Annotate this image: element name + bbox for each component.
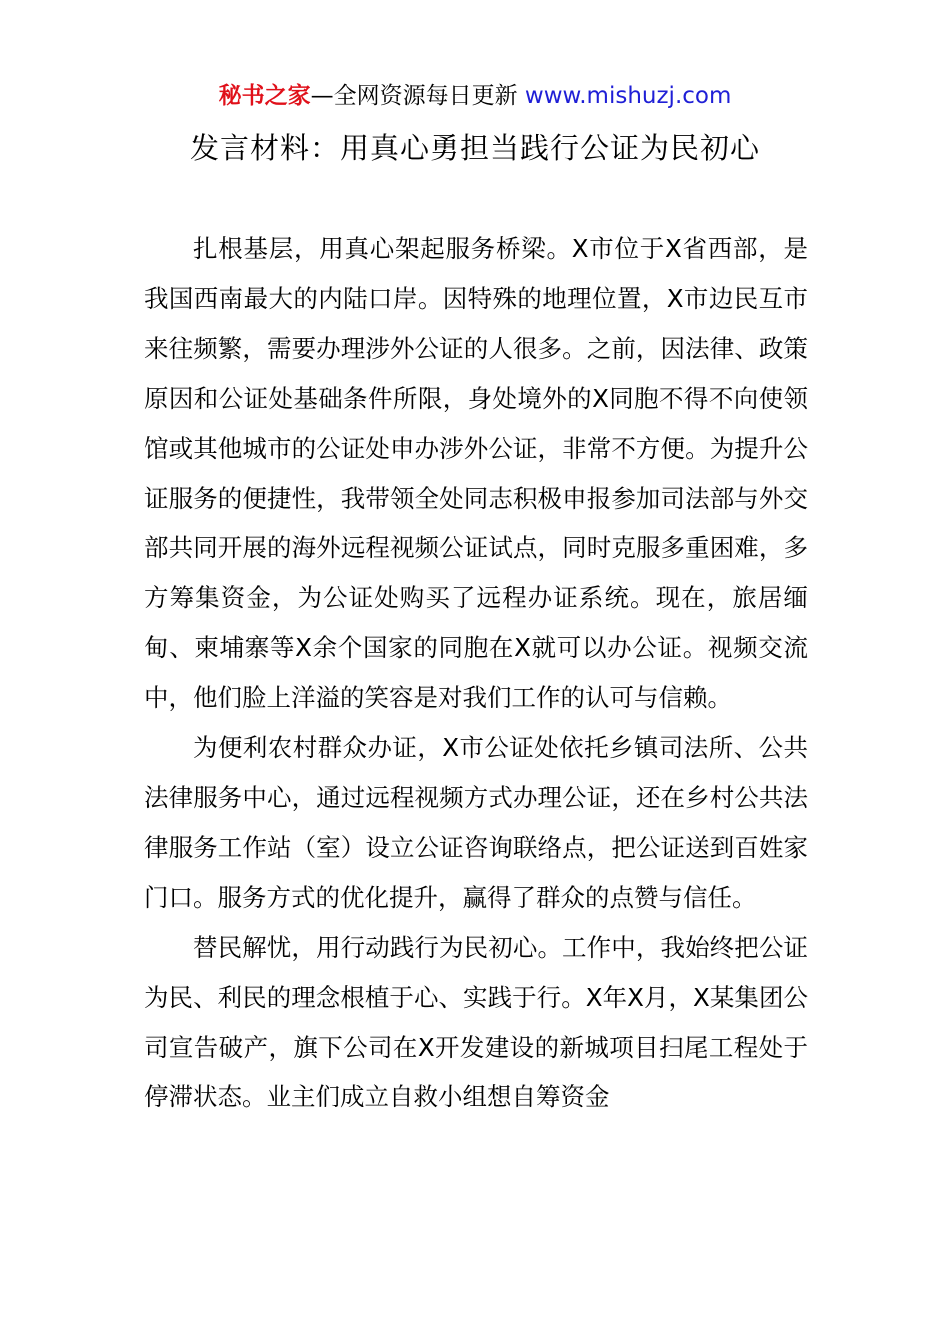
paragraph: 替民解忧，用行动践行为民初心。工作中，我始终把公证为民、利民的理念根植于心、实践于行。X年X月，X某集团公司宣告破产，旗下公司在X开发建设的新城项目扫尾工程处于停滞状态。业主们成立自救小组想自筹资金 (144, 932, 808, 1112)
site-slogan: —全网资源每日更新 (310, 83, 518, 109)
document-title: 发言材料：用真心勇担当践行公证为民初心 (189, 131, 760, 165)
site-brand: 秘书之家 (218, 83, 311, 109)
paragraph: 扎根基层，用真心架起服务桥梁。X市位于X省西部，是我国西南最大的内陆口岸。因特殊的地理位置，X市边民互市来往频繁，需要办理涉外公证的人很多。之前，因法律、政策原因和公证处基础条件所限，身处境外的X同胞不得不向使领馆或其他城市的公证处申办涉外公证，非常不方便。为提升公证服务的便捷性，我带领全处同志积极申报参加司法部与外交部共同开展的海外远程视频公证试点，同时克服多重困难，多方筹集资金，为公证处购买了远程办证系统。现在，旅居缅甸、柬埔寨等X余个国家的同胞在X就可以办公证。视频交流中，他们脸上洋溢的笑容是对我们工作的认可与信赖。 (144, 234, 808, 713)
site-header (0, 80, 950, 112)
paragraph: 为便利农村群众办证，X市公证处依托乡镇司法所、公共法律服务中心，通过远程视频方式办理公证，还在乡村公共法律服务工作站（室）设立公证咨询联络点，把公证送到百姓家门口。服务方式的优化提升，赢得了群众的点赞与信任。 (144, 733, 808, 912)
site-url-link[interactable]: www.mishuzj.com (524, 83, 732, 109)
document-body (144, 224, 808, 1122)
